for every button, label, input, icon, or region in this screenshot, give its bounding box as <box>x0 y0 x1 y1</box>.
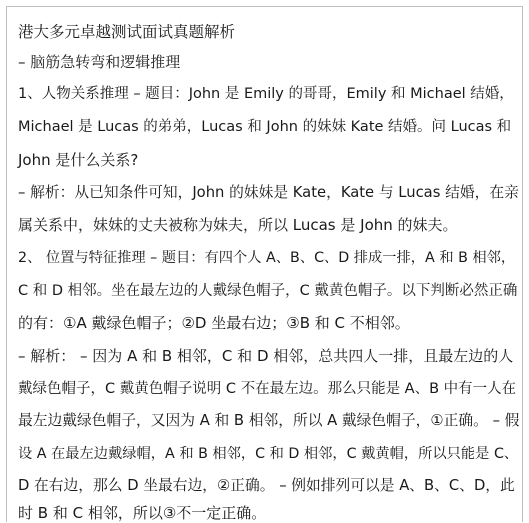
text-line: 设 A 在最左边戴绿帽，A 和 B 相邻，C 和 D 相邻，C 戴黄帽，所以只能是 C、 <box>18 446 519 462</box>
document-title: 港大多元卓越测试面试真题解析 <box>18 23 236 41</box>
text-line: 的有：①A 戴绿色帽子；②D 坐最右边；③B 和 C 不相邻。 <box>18 314 410 332</box>
text-line: 最左边戴绿色帽子，又因为 A 和 B 相邻，所以 A 戴绿色帽子，①正确。 – 假 <box>18 412 520 429</box>
text-line: 属关系中，妹妹的丈夫被称为妹夫，所以 Lucas 是 John 的妹夫。 <box>18 216 458 234</box>
text-line: 戴绿色帽子，C 戴黄色帽子说明 C 不在最左边。那么只能是 A、B 中有一人在 <box>18 381 517 397</box>
text-line: Michael 是 Lucas 的弟弟，Lucas 和 John 的妹妹 Kate 结婚。问 Lucas 和 <box>18 119 512 135</box>
text-line: John 是什么关系? <box>18 151 139 169</box>
text-line: 2、 位置与特征推理 – 题目：有四个人 A、B、C、D 排成一排，A 和 B 相邻， <box>18 250 516 266</box>
text-line: – 解析： – 因为 A 和 B 相邻，C 和 D 相邻，总共四人一排，且最左边的人 <box>18 347 514 365</box>
text-line: D 在右边，那么 D 坐最右边，②正确。 – 例如排列可以是 A、B、C、D，此 <box>18 477 515 494</box>
text-line: 1、人物关系推理 – 题目：John 是 Emily 的哥哥，Emily 和 Michael 结婚， <box>18 86 514 102</box>
text-line: 时 B 和 C 相邻，所以③不一定正确。 <box>18 504 267 522</box>
text-line: C 和 D 相邻。坐在最左边的人戴绿色帽子，C 戴黄色帽子。以下判断必然正确 <box>18 283 518 299</box>
text-line: – 解析：从已知条件可知，John 的妹妹是 Kate，Kate 与 Lucas 结婚，在亲 <box>18 184 519 201</box>
section-heading: – 脑筋急转弯和逻辑推理 <box>18 53 181 71</box>
